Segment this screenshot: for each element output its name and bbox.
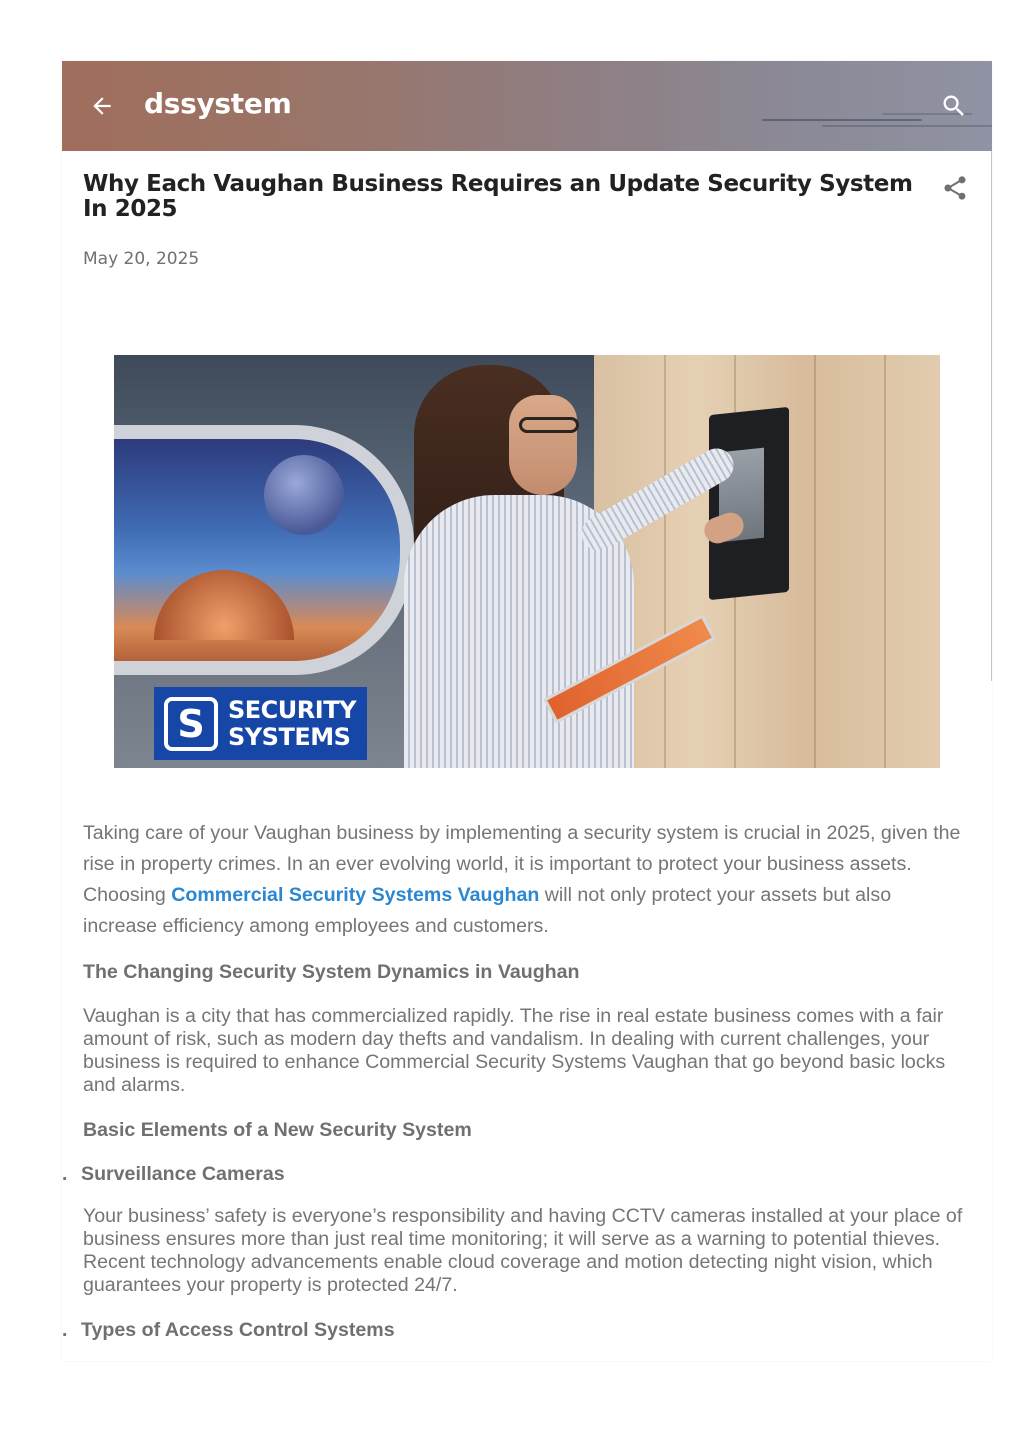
section-heading-dynamics: The Changing Security System Dynamics in Vaughan (83, 961, 580, 983)
planet-shape (264, 455, 344, 535)
intro-paragraph (83, 818, 968, 942)
cameras-paragraph: Your business’ safety is everyone’s responsibility and having CCTV cameras installed at your place of business ensures more than just real time monitoring; it will serve as a warning to potential thieves. Recent technology advancements enable cloud coverage and motion detecting night vision, which guarantees your property is protected 24/7. (83, 1205, 963, 1296)
header-cloud-streak (762, 119, 922, 121)
search-icon (940, 92, 968, 120)
bullet-access-control: Types of Access Control Systems (81, 1319, 395, 1341)
logo-line-2: SYSTEMS (228, 722, 351, 751)
wood-plank-line (814, 355, 816, 768)
logo-text (228, 697, 356, 751)
share-icon (941, 174, 969, 202)
hero-image (114, 355, 940, 768)
glasses (519, 417, 579, 433)
logo-line-1: SECURITY (228, 695, 356, 724)
intro-text-end: will not only protect your assets but also increase efficiency among employees and customers. (83, 884, 892, 937)
blog-header (62, 61, 992, 151)
bullet-marker: . (62, 1163, 68, 1185)
header-cloud-streak (822, 125, 992, 127)
commercial-security-link[interactable]: Commercial Security Systems Vaughan (171, 884, 540, 906)
bullet-surveillance-cameras: Surveillance Cameras (81, 1163, 285, 1185)
post-date: May 20, 2025 (83, 249, 200, 269)
wood-plank-line (664, 355, 666, 768)
security-systems-logo (154, 687, 367, 760)
dynamics-paragraph: Vaughan is a city that has commercialized rapidly. The rise in real estate business comes with a fair amount of risk, such as modern day thefts and vandalism. In dealing with current challenges, your business is required to enhance Commercial Security Systems Vaughan that go beyond basic locks and alarms. (83, 1005, 946, 1096)
person-face (509, 395, 577, 495)
logo-mark: S (164, 697, 218, 751)
back-button[interactable] (82, 86, 122, 126)
bullet-marker: . (62, 1319, 68, 1341)
arrow-left-icon (89, 93, 115, 119)
post-title: Why Each Vaughan Business Requires an Update Security System In 2025 (83, 171, 913, 222)
search-button[interactable] (936, 88, 972, 124)
blog-title[interactable]: dssystem (144, 87, 292, 120)
section-heading-elements: Basic Elements of a New Security System (83, 1119, 472, 1141)
card-border (991, 151, 992, 681)
post-card (62, 61, 992, 1361)
wood-plank-line (884, 355, 886, 768)
intro-text-start: Taking care of your Vaughan business by implementing a security system is crucial in 2025, given the rise in property crimes. In an ever evolving world, it is important to protect your business assets. Choosing (83, 822, 961, 906)
share-button[interactable] (938, 171, 972, 205)
